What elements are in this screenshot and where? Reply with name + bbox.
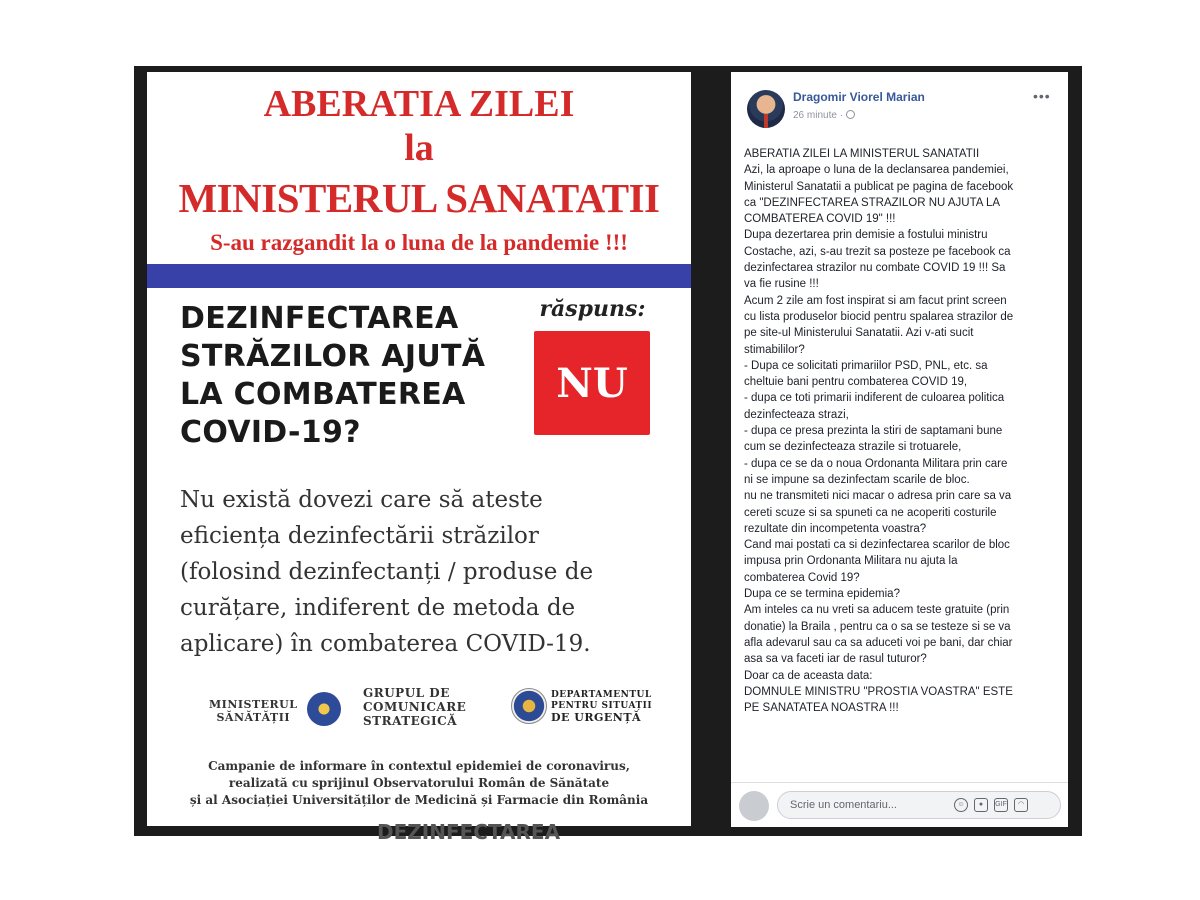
post-text-line: Acum 2 zile am fost inspirat si am facut print screen [744, 294, 1007, 307]
post-text-line: - dupa ce presa prezinta la stiri de saptamani bune [744, 425, 1003, 438]
romania-coat-of-arms-icon [307, 692, 341, 726]
viewer-avatar [739, 791, 769, 821]
question-line: STRĂZILOR AJUTĂ [180, 339, 486, 374]
post-text-line: Cand mai postati ca si dezinfectarea scarilor de bloc [744, 539, 1010, 552]
post-text-line: stimabililor? [744, 343, 805, 356]
dsu-emblem-icon [511, 688, 547, 724]
post-text-line: cu lista produselor biocid pentru spalarea strazilor de [744, 310, 1014, 323]
headline-banner [147, 72, 691, 264]
gcs-logo-text [363, 686, 466, 728]
comment-placeholder: Scrie un comentariu... [790, 799, 897, 811]
post-text-line: cereti scuze si sa spuneti ca ne acoperiti costurile [744, 506, 997, 519]
evidence-line: (folosind dezinfectanți / produse de [180, 559, 594, 585]
post-text-line: COMBATEREA COVID 19" !!! [744, 213, 896, 226]
comment-icons [954, 798, 1028, 812]
post-text-line: ca "DEZINFECTAREA STRAZILOR NU AJUTA LA [744, 196, 1001, 209]
evidence-line: Nu există dovezi care să ateste [180, 487, 543, 513]
post-text-line: Costache, azi, s-au trezit sa posteze pe facebook ca [744, 245, 1011, 258]
headline-line-4: S-au razgandit la o luna de la pandemie !!! [210, 230, 628, 255]
post-text-line: Doar ca de aceasta data: [744, 669, 873, 682]
comment-bar [731, 782, 1068, 827]
gif-icon[interactable]: GIF [994, 798, 1008, 812]
logo-line: SĂNĂTĂȚII [216, 711, 291, 724]
post-text-line: ABERATIA ZILEI LA MINISTERUL SANATATII [744, 148, 980, 160]
evidence-line: aplicare) în combaterea COVID-19. [180, 631, 591, 657]
post-text-line: asa sa va faceti iar de rasul tuturor? [744, 653, 927, 666]
post-text-line: ni se impune sa dezinfectam scarile de bloc. [744, 473, 970, 486]
logos-row [147, 684, 691, 744]
post-time[interactable]: 26 minute · [793, 110, 855, 121]
cropped-text: DEZINFECTAREA [377, 820, 561, 844]
evidence-line: curățare, indiferent de metoda de [180, 595, 576, 621]
logo-line: MINISTERUL [209, 698, 298, 711]
logo-line: PENTRU SITUAȚII [551, 701, 653, 711]
logo-line: DE URGENȚĂ [551, 711, 642, 724]
post-text-line: nu ne transmiteti nici macar o adresa prin care sa va [744, 490, 1012, 503]
post-text-line: dezinfectarea strazilor nu combate COVID 19 !!! Sa [744, 262, 1006, 275]
logo-line: COMUNICARE [363, 700, 467, 714]
question-line: COVID-19? [180, 415, 361, 450]
post-text-line: rezultate din incompetenta voastra? [744, 522, 927, 535]
camera-icon[interactable]: ● [974, 798, 988, 812]
post-text-line: cum se dezinfecteaza strazile si trotuarele, [744, 441, 962, 454]
post-text-line: Dupa ce se termina epidemia? [744, 588, 900, 601]
campaign-note [147, 758, 691, 809]
dsu-logo-text [551, 690, 652, 723]
post-text-line: afla adevarul sau ca sa aduceti voi pe bani, dar chiar [744, 636, 1013, 649]
headline-line-3: MINISTERUL SANATATII [178, 175, 660, 221]
post-text [744, 146, 1062, 716]
post-text-line: Am inteles ca nu vreti sa aducem teste gratuite (prin [744, 604, 1010, 617]
facebook-post [731, 72, 1068, 826]
post-text-line: impusa prin Ordonanta Militara nu ajuta la [744, 555, 958, 568]
post-text-line: Azi, la aproape o luna de la declansarea pandemiei, [744, 164, 1009, 177]
author-name[interactable]: Dragomir Viorel Marian [793, 90, 925, 104]
logo-line: STRATEGICĂ [363, 714, 458, 728]
post-text-line: va fie rusine !!! [744, 278, 819, 291]
logo-line: GRUPUL DE [363, 686, 450, 700]
author-avatar[interactable] [747, 90, 785, 128]
sticker-icon[interactable]: ◠ [1014, 798, 1028, 812]
shared-image[interactable] [147, 72, 691, 844]
comment-input[interactable] [777, 791, 1061, 819]
question-line: LA COMBATEREA [180, 377, 466, 412]
answer-badge [534, 331, 650, 435]
post-text-line: donatie) la Braila , pentru ca o sa se testeze si se va [744, 620, 1011, 633]
question-text [180, 300, 520, 452]
blue-stripe [147, 264, 691, 288]
post-text-line: - dupa ce se da o noua Ordonanta Militara prin care [744, 457, 1008, 470]
evidence-line: eficiența dezinfectării străzilor [180, 523, 539, 549]
campaign-line: și al Asociației Universităților de Medicină și Farmacie din România [189, 793, 649, 807]
evidence-text [180, 482, 670, 662]
post-text-line: dezinfecteaza strazi, [744, 408, 849, 421]
campaign-line: Campanie de informare în contextul epidemiei de coronavirus, [208, 759, 630, 773]
post-text-line: PE SANATATEA NOASTRA !!! [744, 702, 899, 715]
answer-text: NU [556, 359, 628, 407]
post-text-line: DOMNULE MINISTRU "PROSTIA VOASTRA" ESTE [744, 685, 1013, 698]
logo-line: DEPARTAMENTUL [551, 690, 652, 700]
emoji-icon[interactable]: ☺ [954, 798, 968, 812]
answer-label: răspuns: [539, 296, 646, 322]
post-text-line: Dupa dezertarea prin demisie a fostului ministru [744, 229, 988, 242]
question-line: DEZINFECTAREA [180, 301, 459, 336]
post-text-line: Ministerul Sanatatii a publicat pe pagina de facebook [744, 180, 1014, 193]
post-text-line: cheltuie bani pentru combaterea COVID 19, [744, 376, 968, 389]
globe-icon [846, 110, 855, 119]
post-text-line: combaterea Covid 19? [744, 571, 860, 584]
post-time-text: 26 minute [793, 110, 837, 121]
ministry-logo-text [209, 698, 298, 724]
headline-line-1: ABERATIA ZILEI [263, 83, 575, 125]
post-text-line: - dupa ce toti primarii indiferent de culoarea politica [744, 392, 1005, 405]
post-text-line: pe site-ul Ministerului Sanatatii. Azi v-ati sucit [744, 327, 974, 340]
headline-line-2: la [404, 127, 434, 169]
more-options-icon[interactable]: ••• [1033, 88, 1051, 104]
post-text-line: - Dupa ce solicitati primariilor PSD, PNL, etc. sa [744, 359, 988, 372]
campaign-line: realizată cu sprijinul Observatorului Român de Sănătate [228, 776, 610, 790]
